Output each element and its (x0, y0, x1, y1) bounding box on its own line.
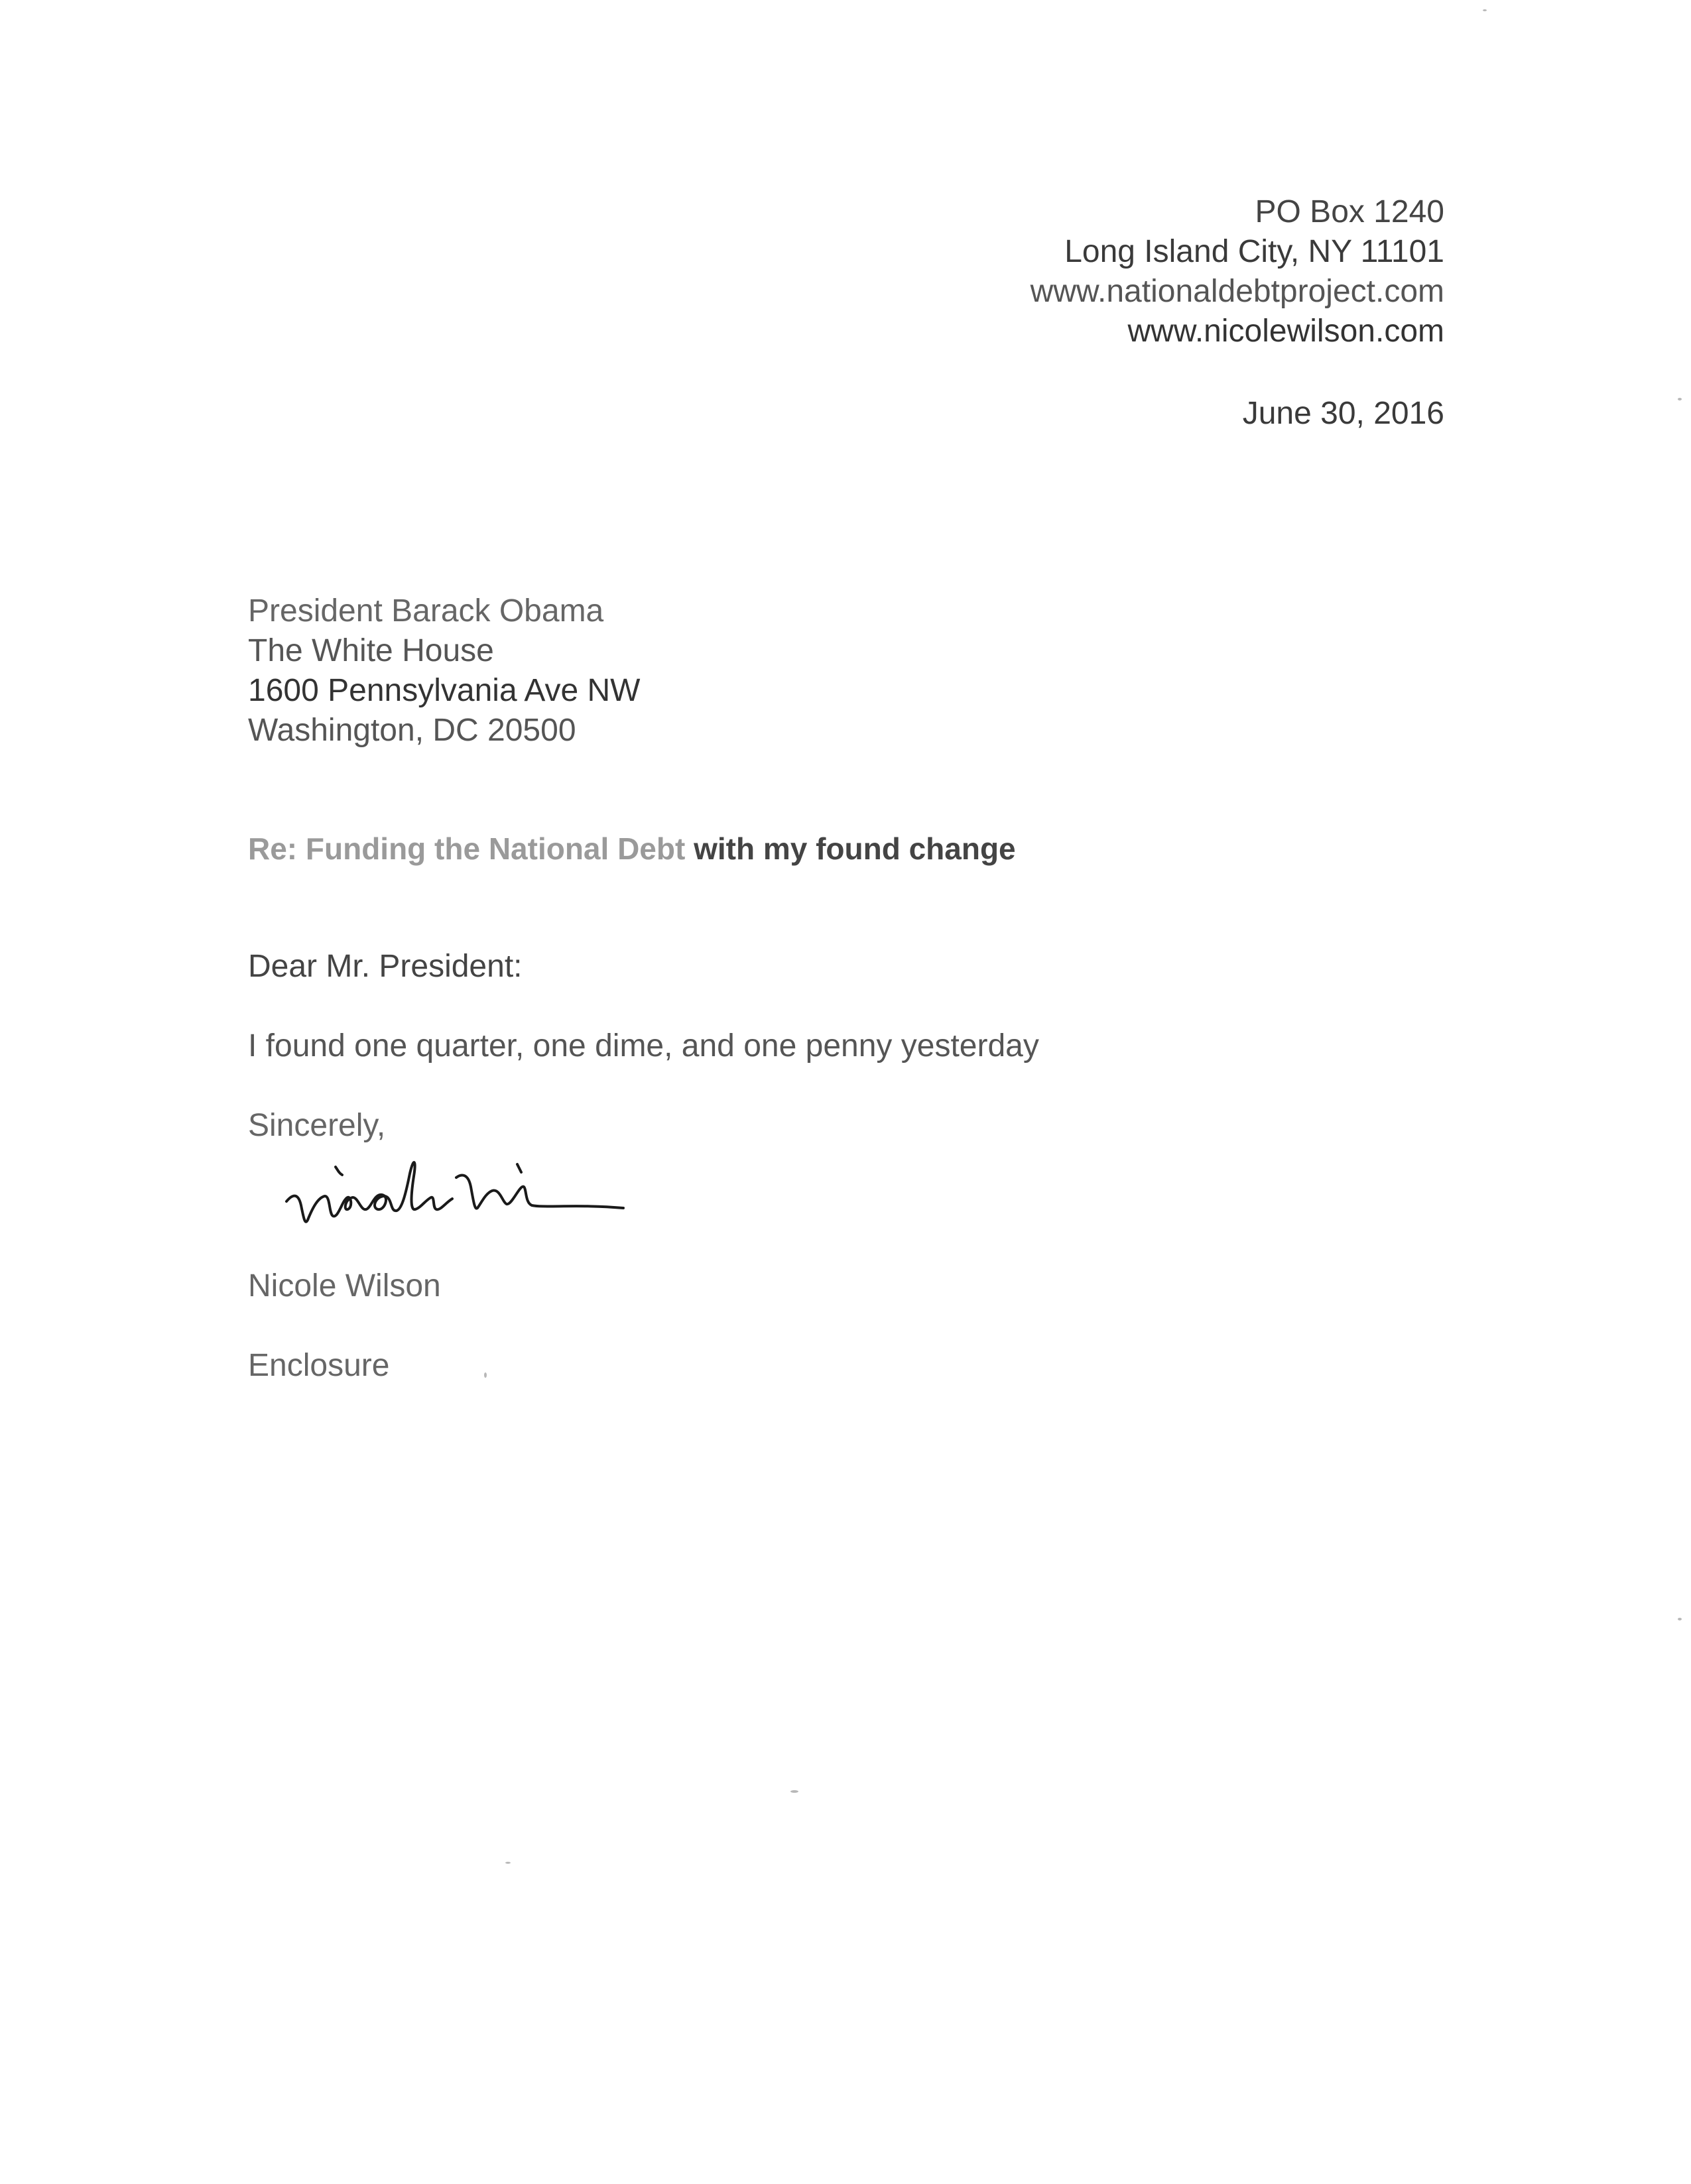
enclosure-notation: Enclosure (248, 1348, 390, 1383)
sender-website-1: www.nationaldebtproject.com (1030, 274, 1444, 309)
scan-speck (1678, 398, 1682, 400)
sender-website-2: www.nicolewilson.com (1127, 314, 1444, 349)
handwritten-signature (279, 1147, 650, 1246)
sender-city-state-zip: Long Island City, NY 11101 (1064, 234, 1444, 269)
scan-speck (1483, 9, 1487, 11)
recipient-organization: The White House (248, 633, 494, 668)
letter-date: June 30, 2016 (1242, 396, 1444, 431)
sender-po-box: PO Box 1240 (1255, 194, 1444, 229)
recipient-city-state-zip: Washington, DC 20500 (248, 713, 576, 748)
subject-part-2: with my found change (694, 831, 1016, 866)
recipient-street: 1600 Pennsylvania Ave NW (248, 673, 641, 708)
subject-part-1: Re: Funding the National Debt (248, 831, 694, 866)
signer-name: Nicole Wilson (248, 1268, 441, 1304)
letter-body: I found one quarter, one dime, and one penny yesterday (248, 1028, 1039, 1063)
scan-speck (790, 1790, 798, 1793)
sender-address-block (1031, 192, 1444, 351)
subject-line (248, 829, 1016, 869)
recipient-name: President Barack Obama (248, 593, 604, 629)
salutation: Dear Mr. President: (248, 949, 523, 984)
closing: Sincerely, (248, 1108, 386, 1143)
scan-speck (1678, 1618, 1682, 1620)
recipient-address-block (248, 591, 640, 751)
scan-speck (505, 1862, 511, 1864)
scan-speck (484, 1372, 487, 1378)
